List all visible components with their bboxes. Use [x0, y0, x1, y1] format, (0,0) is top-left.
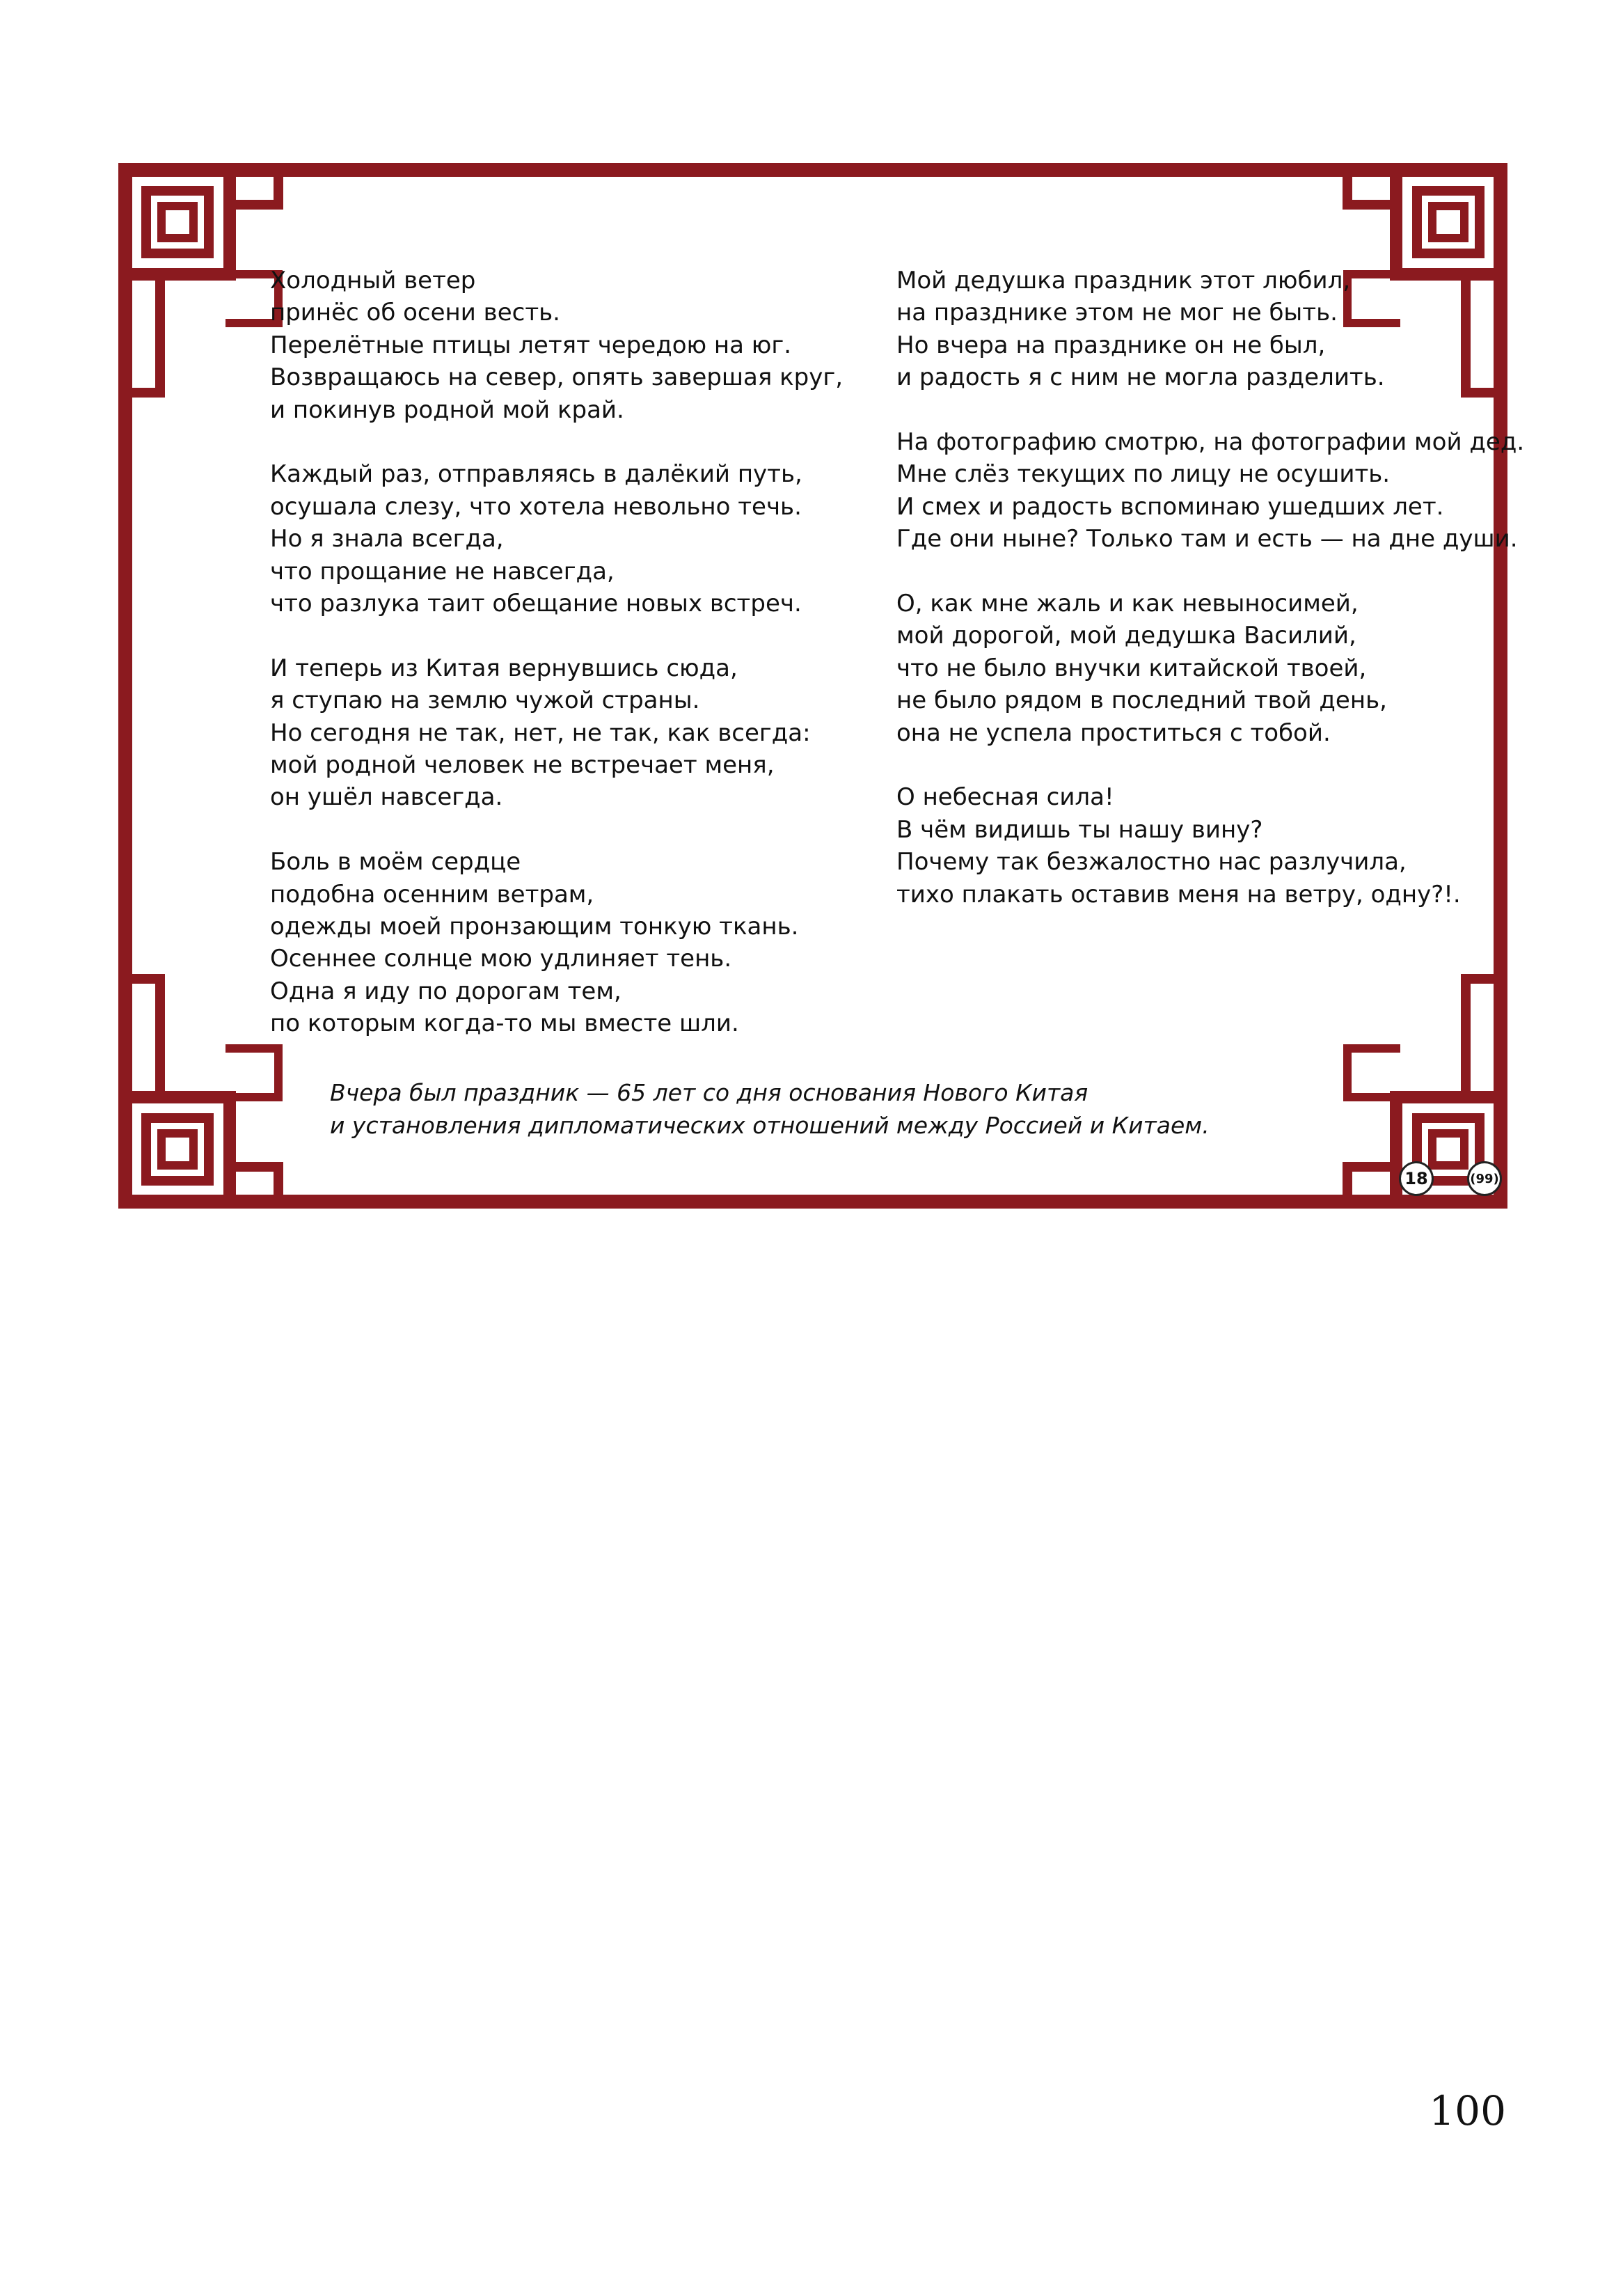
poem-line: осушала слезу, что хотела невольно течь. — [270, 492, 802, 521]
dedication-line-1: Вчера был праздник — 65 лет со дня основания Нового Китая — [330, 1079, 1088, 1106]
poem-line: она не успела проститься с тобой. — [896, 718, 1331, 747]
poem-line: Но я знала всегда, — [270, 525, 504, 553]
poem-line: и радость я с ним не могла разделить. — [896, 363, 1385, 392]
poem-left-column — [270, 265, 882, 1040]
poem-line: он ушёл навсегда. — [270, 783, 503, 812]
dedication-note — [330, 1076, 1471, 1142]
poem-line: Мой дедушка праздник этот любил, — [896, 267, 1351, 294]
poem-line: я ступаю на землю чужой страны. — [270, 686, 700, 715]
badge-number-left: 18 — [1399, 1161, 1434, 1196]
poem-line: что разлука таит обещание новых встреч. — [270, 590, 802, 618]
stanza — [270, 458, 882, 620]
poem-line: Возвращаюсь на север, опять завершая круг, — [270, 363, 844, 392]
poem-line: тихо плакать оставив меня на ветру, одну?!. — [896, 880, 1461, 909]
poem-line: принёс об осени весть. — [270, 299, 560, 327]
poem-line: не было рядом в последний твой день, — [896, 686, 1387, 715]
stanza — [896, 265, 1495, 394]
poem-line: Мне слёз текущих по лицу не осушить. — [896, 460, 1391, 489]
poem-line: Перелётные птицы летят чередою на юг. — [270, 331, 792, 359]
stanza — [270, 265, 882, 426]
badge-number-right: (99) — [1467, 1161, 1502, 1196]
stanza — [896, 426, 1525, 556]
stanza — [270, 652, 882, 814]
poem-line: что прощание не навсегда, — [270, 557, 615, 585]
poem-line: мой родной человек не встречает меня, — [270, 751, 775, 780]
poem-line: Боль в моём сердце — [270, 848, 521, 876]
poem-line: На фотографию смотрю, на фотографии мой дед. — [896, 428, 1525, 457]
poem-line: О, как мне жаль и как невыносимей, — [896, 590, 1359, 618]
poem-line: подобна осенним ветрам, — [270, 880, 594, 909]
poem-line: Осеннее солнце мою удлиняет тень. — [270, 945, 732, 973]
poem-line: О небесная сила! — [896, 783, 1114, 812]
poem-line: по которым когда-то мы вместе шли. — [270, 1009, 739, 1038]
poem-line: И теперь из Китая вернувшись сюда, — [270, 654, 738, 682]
page-number: 100 — [1429, 2087, 1506, 2134]
poem-line: на празднике этом не мог не быть. — [896, 299, 1338, 327]
poem-line: Одна я иду по дорогам тем, — [270, 977, 622, 1005]
poem-line: Где они ныне? Только там и есть — на дне души. — [896, 525, 1518, 553]
poem-line: одежды моей пронзающим тонкую ткань. — [270, 913, 799, 941]
poem-right-column — [896, 265, 1525, 911]
poem-line: что не было внучки китайской твоей, — [896, 654, 1367, 682]
poem-line: и покинув родной мой край. — [270, 395, 624, 424]
poem-line: Почему так безжалостно нас разлучила, — [896, 848, 1407, 876]
stanza — [896, 781, 1495, 911]
dedication-line-2: и установления дипломатических отношений между Россией и Китаем. — [330, 1112, 1210, 1139]
poem-line: В чём видишь ты нашу вину? — [896, 815, 1263, 844]
poem-line: Но вчера на празднике он не был, — [896, 331, 1326, 359]
stanza — [270, 846, 882, 1039]
stanza — [896, 588, 1495, 749]
poem-line: Но сегодня не так, нет, не так, как всегда: — [270, 718, 811, 747]
poem-line: мой дорогой, мой дедушка Василий, — [896, 622, 1356, 650]
poem-line: Каждый раз, отправляясь в далёкий путь, — [270, 460, 802, 489]
poem-line: И смех и радость вспоминаю ушедших лет. — [896, 492, 1444, 521]
poem-line: Холодный ветер — [270, 267, 476, 294]
